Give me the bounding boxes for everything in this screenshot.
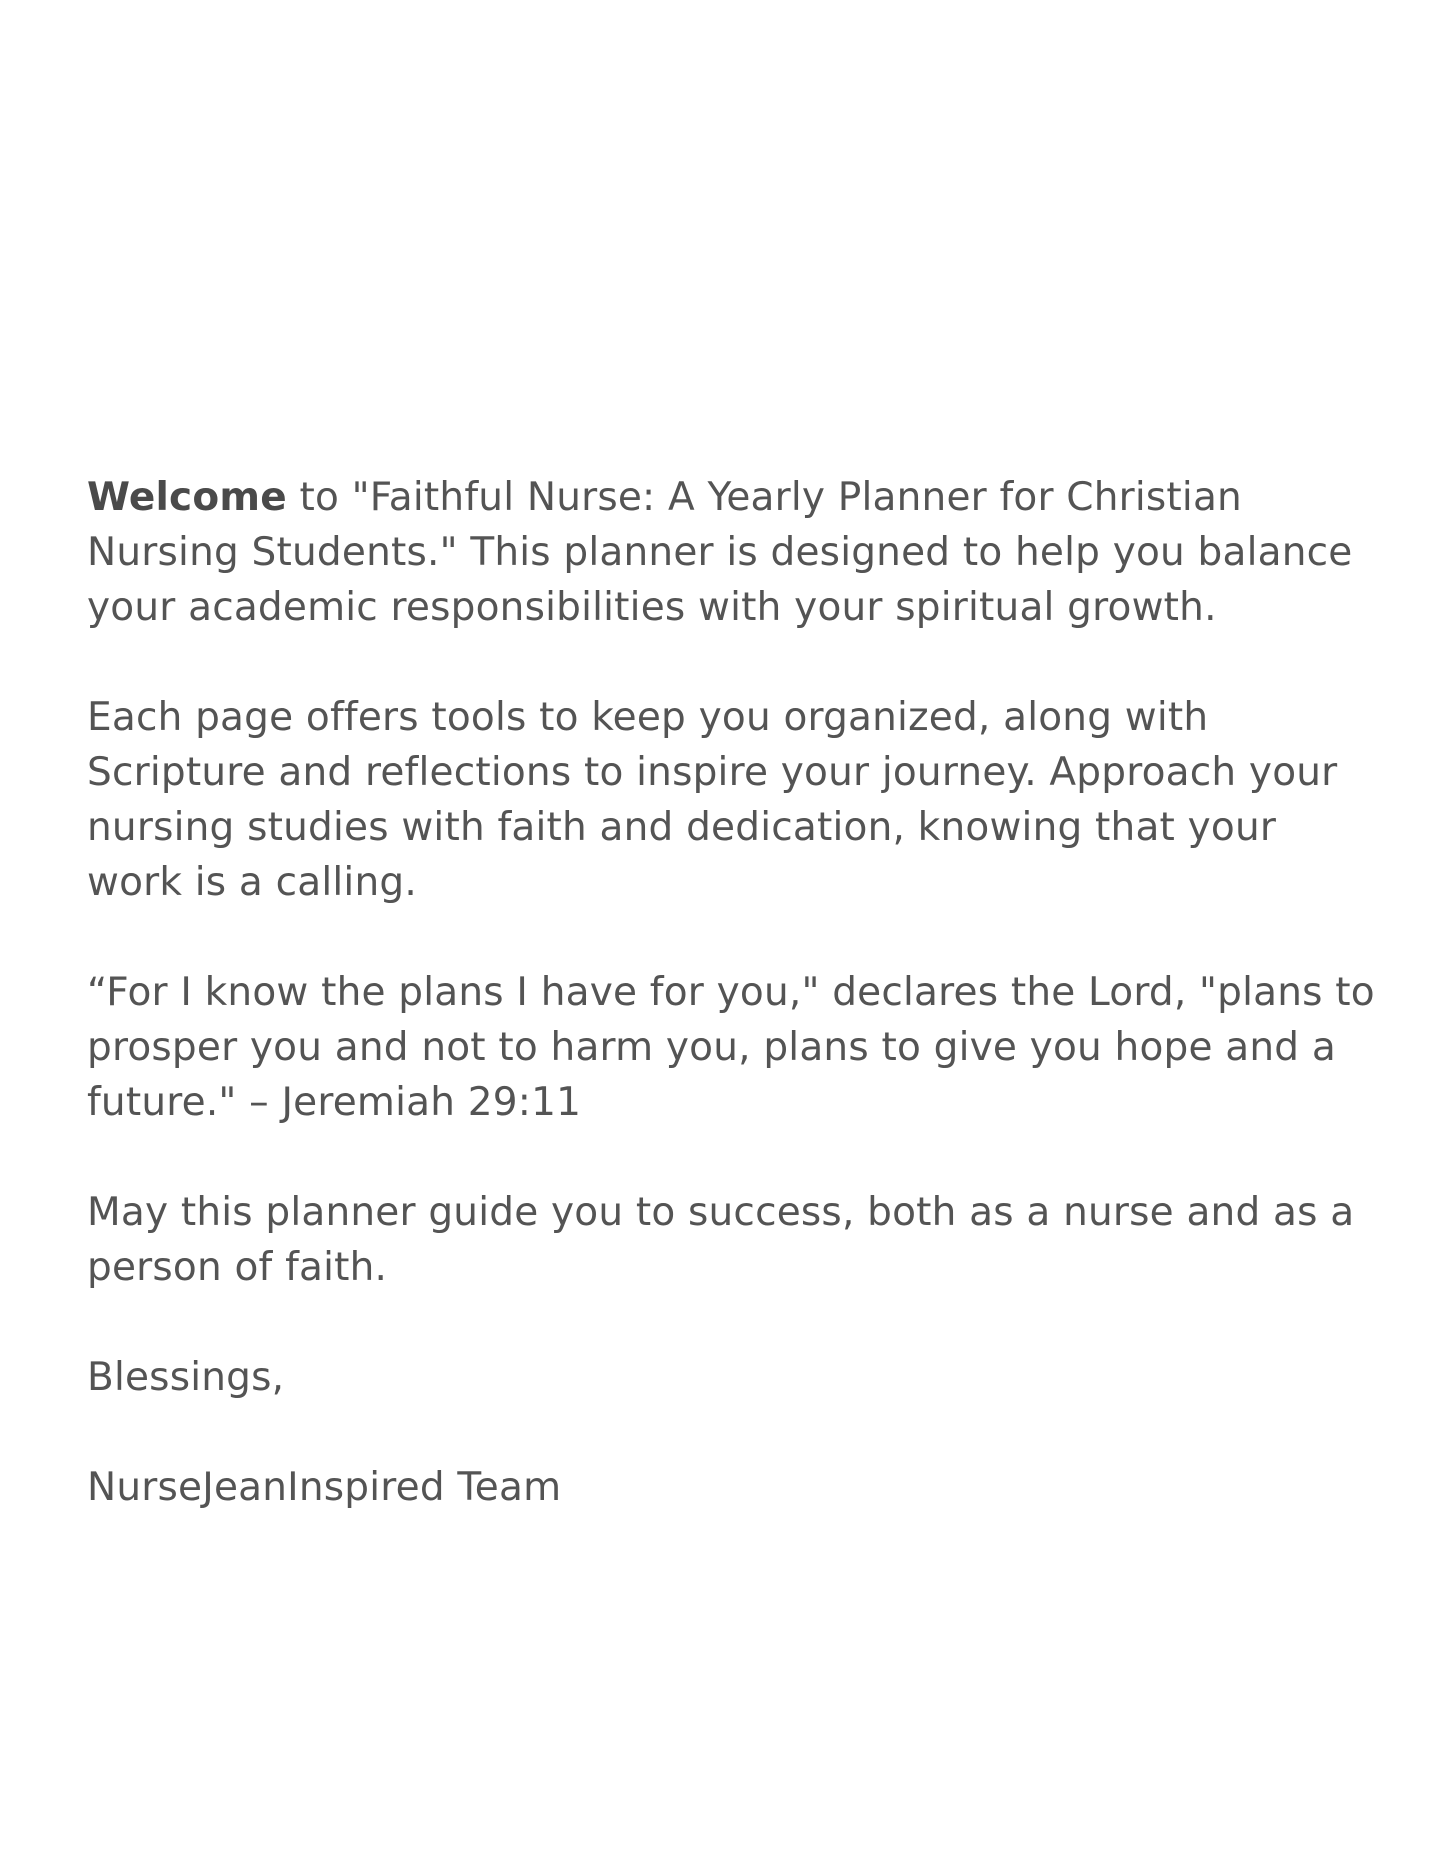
closing [87, 1350, 1407, 1405]
intro-paragraph [87, 470, 1407, 635]
wish-line-2: person of faith. [87, 1245, 388, 1290]
wish-line-1: May this planner guide you to success, both as a nurse and as a [87, 1190, 1355, 1235]
wish-paragraph [87, 1185, 1407, 1295]
intro-line-2: Nursing Students." This planner is designed to help you balance [87, 530, 1353, 575]
intro-line-3: your academic responsibilities with your spiritual growth. [87, 585, 1217, 630]
tools-line-4: work is a calling. [87, 860, 417, 905]
welcome-letter [87, 470, 1407, 1570]
verse-line-2: prosper you and not to harm you, plans to give you hope and a [87, 1025, 1336, 1070]
intro-line-1-rest: to "Faithful Nurse: A Yearly Planner for Christian [286, 475, 1242, 520]
signature-text: NurseJeanInspired Team [87, 1465, 562, 1510]
tools-line-1: Each page offers tools to keep you organized, along with [87, 695, 1209, 740]
scripture-quote [87, 965, 1407, 1130]
signature [87, 1460, 1407, 1515]
tools-line-3: nursing studies with faith and dedication, knowing that your [87, 805, 1277, 850]
tools-paragraph [87, 690, 1407, 910]
welcome-word: Welcome [87, 475, 287, 520]
verse-line-1: “For I know the plans I have for you," declares the Lord, "plans to [87, 970, 1375, 1015]
verse-line-3: future." – Jeremiah 29:11 [87, 1080, 582, 1125]
closing-text: Blessings, [87, 1355, 285, 1400]
intro-line-1 [87, 470, 1407, 525]
tools-line-2: Scripture and reflections to inspire your journey. Approach your [87, 750, 1338, 795]
